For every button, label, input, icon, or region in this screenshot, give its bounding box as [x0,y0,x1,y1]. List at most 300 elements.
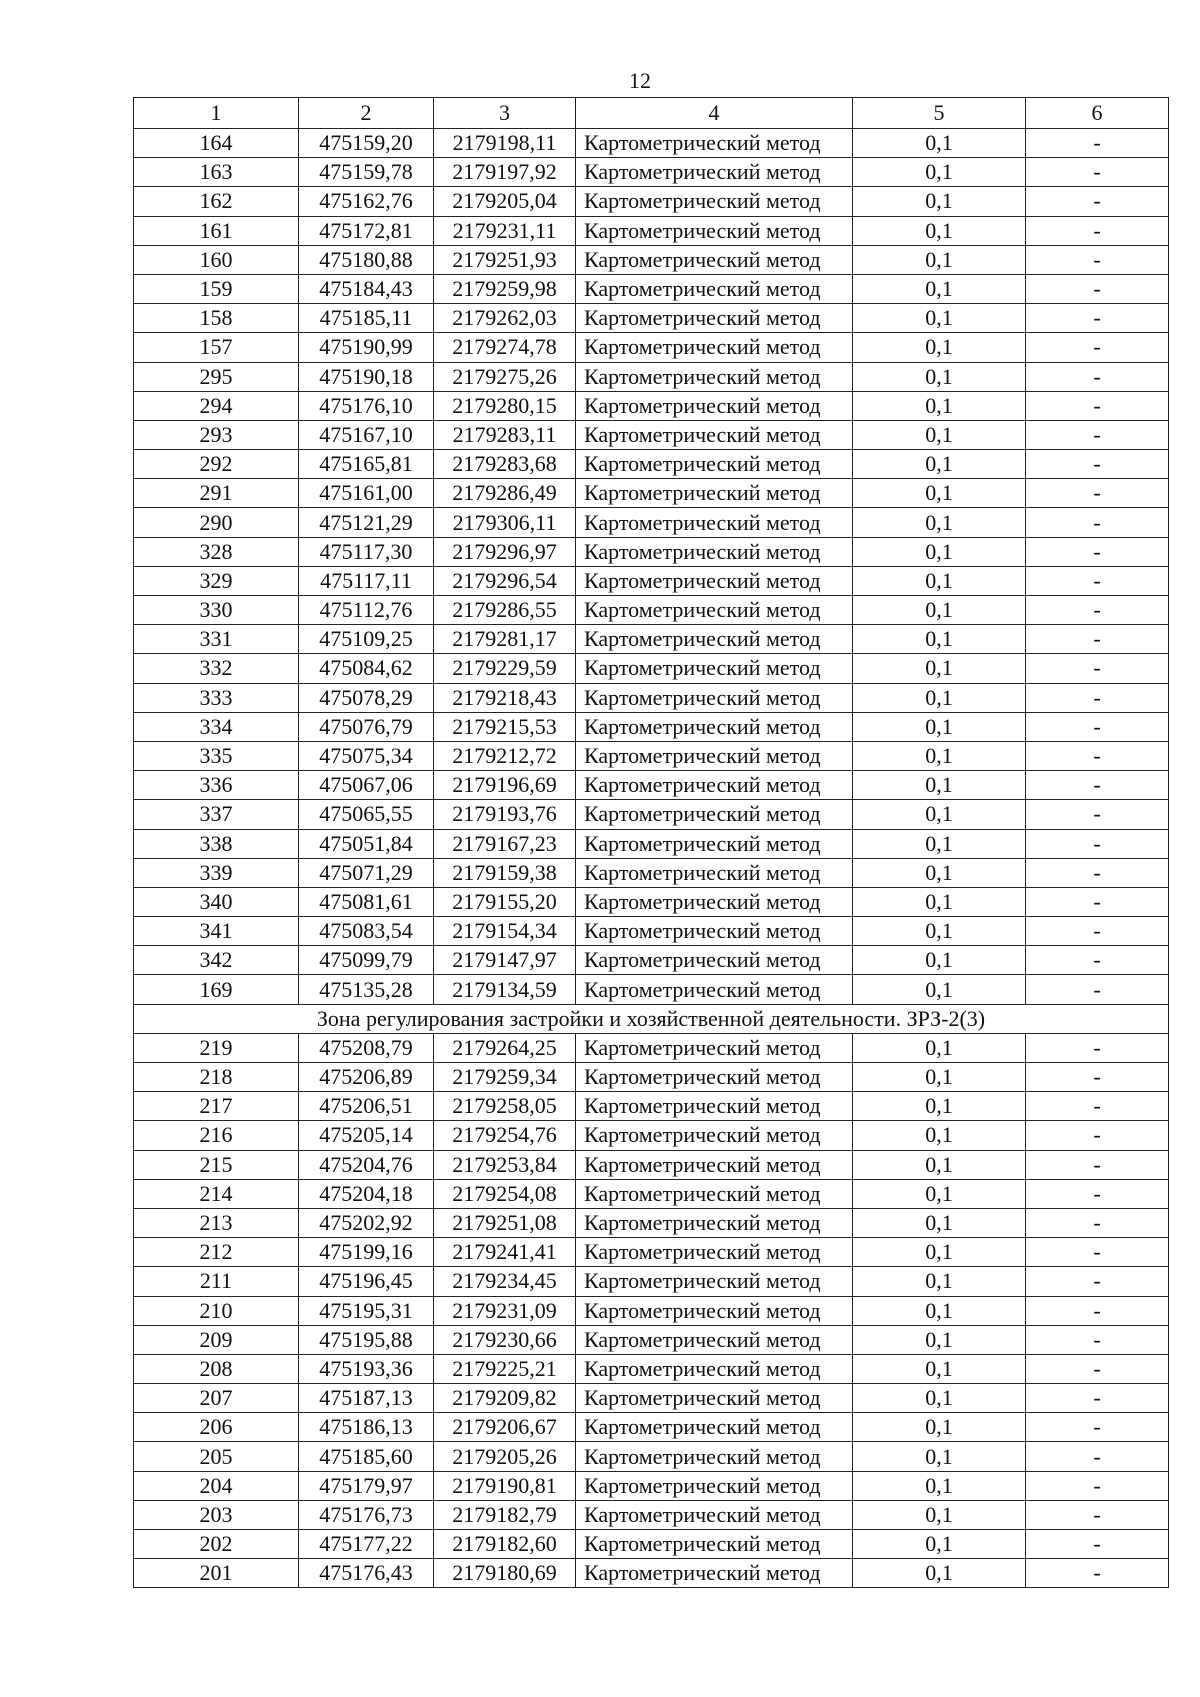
note-cell: - [1026,508,1169,537]
y-coordinate-cell: 2179193,76 [434,800,576,829]
point-number-cell: 164 [134,129,299,158]
x-coordinate-cell: 475204,76 [299,1150,434,1179]
table-row [134,1413,1169,1442]
accuracy-cell: 0,1 [853,187,1026,216]
point-number-cell: 291 [134,479,299,508]
note-cell: - [1026,1033,1169,1062]
x-coordinate-cell: 475112,76 [299,596,434,625]
method-cell: Картометрический метод [576,479,853,508]
column-header-cell: 3 [434,98,576,129]
x-coordinate-cell: 475051,84 [299,829,434,858]
accuracy-cell: 0,1 [853,1033,1026,1062]
y-coordinate-cell: 2179264,25 [434,1033,576,1062]
table-row [134,1500,1169,1529]
table-row [134,566,1169,595]
note-cell: - [1026,1121,1169,1150]
note-cell: - [1026,1530,1169,1559]
x-coordinate-cell: 475190,18 [299,362,434,391]
note-cell: - [1026,391,1169,420]
note-cell: - [1026,800,1169,829]
table-row [134,1325,1169,1354]
point-number-cell: 210 [134,1296,299,1325]
x-coordinate-cell: 475159,78 [299,158,434,187]
x-coordinate-cell: 475167,10 [299,420,434,449]
note-cell: - [1026,1325,1169,1354]
note-cell: - [1026,1092,1169,1121]
x-coordinate-cell: 475195,88 [299,1325,434,1354]
x-coordinate-cell: 475159,20 [299,129,434,158]
accuracy-cell: 0,1 [853,1150,1026,1179]
y-coordinate-cell: 2179259,34 [434,1063,576,1092]
x-coordinate-cell: 475204,18 [299,1179,434,1208]
note-cell: - [1026,683,1169,712]
accuracy-cell: 0,1 [853,1471,1026,1500]
x-coordinate-cell: 475135,28 [299,975,434,1004]
y-coordinate-cell: 2179134,59 [434,975,576,1004]
y-coordinate-cell: 2179230,66 [434,1325,576,1354]
point-number-cell: 338 [134,829,299,858]
accuracy-cell: 0,1 [853,216,1026,245]
point-number-cell: 217 [134,1092,299,1121]
method-cell: Картометрический метод [576,1208,853,1237]
y-coordinate-cell: 2179283,68 [434,450,576,479]
accuracy-cell: 0,1 [853,1384,1026,1413]
table-row [134,537,1169,566]
x-coordinate-cell: 475176,73 [299,1500,434,1529]
method-cell: Картометрический метод [576,741,853,770]
x-coordinate-cell: 475121,29 [299,508,434,537]
point-number-cell: 295 [134,362,299,391]
x-coordinate-cell: 475176,10 [299,391,434,420]
table-row [134,187,1169,216]
method-cell: Картометрический метод [576,654,853,683]
point-number-cell: 159 [134,274,299,303]
point-number-cell: 336 [134,771,299,800]
y-coordinate-cell: 2179206,67 [434,1413,576,1442]
y-coordinate-cell: 2179190,81 [434,1471,576,1500]
accuracy-cell: 0,1 [853,362,1026,391]
table-row [134,245,1169,274]
point-number-cell: 333 [134,683,299,712]
y-coordinate-cell: 2179253,84 [434,1150,576,1179]
table-row [134,1442,1169,1471]
note-cell: - [1026,450,1169,479]
y-coordinate-cell: 2179274,78 [434,333,576,362]
note-cell: - [1026,1442,1169,1471]
accuracy-cell: 0,1 [853,1530,1026,1559]
table-row [134,479,1169,508]
note-cell: - [1026,1384,1169,1413]
note-cell: - [1026,771,1169,800]
method-cell: Картометрический метод [576,1121,853,1150]
note-cell: - [1026,129,1169,158]
method-cell: Картометрический метод [576,683,853,712]
point-number-cell: 335 [134,741,299,770]
method-cell: Картометрический метод [576,1150,853,1179]
accuracy-cell: 0,1 [853,712,1026,741]
point-number-cell: 330 [134,596,299,625]
x-coordinate-cell: 475195,31 [299,1296,434,1325]
x-coordinate-cell: 475117,30 [299,537,434,566]
point-number-cell: 216 [134,1121,299,1150]
accuracy-cell: 0,1 [853,129,1026,158]
accuracy-cell: 0,1 [853,1413,1026,1442]
note-cell: - [1026,1150,1169,1179]
note-cell: - [1026,917,1169,946]
accuracy-cell: 0,1 [853,683,1026,712]
point-number-cell: 342 [134,946,299,975]
accuracy-cell: 0,1 [853,625,1026,654]
method-cell: Картометрический метод [576,333,853,362]
point-number-cell: 218 [134,1063,299,1092]
accuracy-cell: 0,1 [853,1442,1026,1471]
accuracy-cell: 0,1 [853,1325,1026,1354]
x-coordinate-cell: 475206,51 [299,1092,434,1121]
method-cell: Картометрический метод [576,1325,853,1354]
point-number-cell: 329 [134,566,299,595]
note-cell: - [1026,362,1169,391]
note-cell: - [1026,654,1169,683]
note-cell: - [1026,274,1169,303]
method-cell: Картометрический метод [576,274,853,303]
y-coordinate-cell: 2179251,93 [434,245,576,274]
method-cell: Картометрический метод [576,1471,853,1500]
method-cell: Картометрический метод [576,420,853,449]
table-row [134,274,1169,303]
accuracy-cell: 0,1 [853,771,1026,800]
x-coordinate-cell: 475180,88 [299,245,434,274]
y-coordinate-cell: 2179205,26 [434,1442,576,1471]
column-header-cell: 6 [1026,98,1169,129]
x-coordinate-cell: 475099,79 [299,946,434,975]
accuracy-cell: 0,1 [853,1208,1026,1237]
y-coordinate-cell: 2179225,21 [434,1354,576,1383]
x-coordinate-cell: 475109,25 [299,625,434,654]
accuracy-cell: 0,1 [853,1121,1026,1150]
x-coordinate-cell: 475179,97 [299,1471,434,1500]
accuracy-cell: 0,1 [853,829,1026,858]
table-row [134,1238,1169,1267]
note-cell: - [1026,596,1169,625]
method-cell: Картометрический метод [576,245,853,274]
note-cell: - [1026,304,1169,333]
y-coordinate-cell: 2179254,08 [434,1179,576,1208]
note-cell: - [1026,245,1169,274]
y-coordinate-cell: 2179286,49 [434,479,576,508]
accuracy-cell: 0,1 [853,566,1026,595]
y-coordinate-cell: 2179209,82 [434,1384,576,1413]
method-cell: Картометрический метод [576,975,853,1004]
y-coordinate-cell: 2179280,15 [434,391,576,420]
table-row [134,683,1169,712]
note-cell: - [1026,887,1169,916]
column-header-cell: 4 [576,98,853,129]
point-number-cell: 211 [134,1267,299,1296]
table-row [134,1471,1169,1500]
note-cell: - [1026,216,1169,245]
x-coordinate-cell: 475176,43 [299,1559,434,1588]
x-coordinate-cell: 475172,81 [299,216,434,245]
y-coordinate-cell: 2179182,79 [434,1500,576,1529]
y-coordinate-cell: 2179215,53 [434,712,576,741]
point-number-cell: 206 [134,1413,299,1442]
note-cell: - [1026,829,1169,858]
table-row [134,1063,1169,1092]
table-row [134,917,1169,946]
y-coordinate-cell: 2179155,20 [434,887,576,916]
method-cell: Картометрический метод [576,1179,853,1208]
point-number-cell: 202 [134,1530,299,1559]
note-cell: - [1026,712,1169,741]
note-cell: - [1026,537,1169,566]
y-coordinate-cell: 2179241,41 [434,1238,576,1267]
method-cell: Картометрический метод [576,158,853,187]
x-coordinate-cell: 475196,45 [299,1267,434,1296]
accuracy-cell: 0,1 [853,800,1026,829]
point-number-cell: 294 [134,391,299,420]
coordinates-table [133,97,1169,1588]
y-coordinate-cell: 2179182,60 [434,1530,576,1559]
y-coordinate-cell: 2179283,11 [434,420,576,449]
point-number-cell: 215 [134,1150,299,1179]
point-number-cell: 214 [134,1179,299,1208]
y-coordinate-cell: 2179231,11 [434,216,576,245]
method-cell: Картометрический метод [576,1033,853,1062]
x-coordinate-cell: 475184,43 [299,274,434,303]
y-coordinate-cell: 2179212,72 [434,741,576,770]
x-coordinate-cell: 475187,13 [299,1384,434,1413]
x-coordinate-cell: 475083,54 [299,917,434,946]
accuracy-cell: 0,1 [853,304,1026,333]
point-number-cell: 158 [134,304,299,333]
note-cell: - [1026,946,1169,975]
note-cell: - [1026,479,1169,508]
point-number-cell: 328 [134,537,299,566]
table-row [134,1150,1169,1179]
table-row [134,1559,1169,1588]
accuracy-cell: 0,1 [853,537,1026,566]
x-coordinate-cell: 475084,62 [299,654,434,683]
method-cell: Картометрический метод [576,917,853,946]
point-number-cell: 337 [134,800,299,829]
method-cell: Картометрический метод [576,946,853,975]
table-row [134,129,1169,158]
table-row [134,420,1169,449]
table-row [134,829,1169,858]
note-cell: - [1026,1208,1169,1237]
method-cell: Картометрический метод [576,450,853,479]
method-cell: Картометрический метод [576,391,853,420]
method-cell: Картометрический метод [576,129,853,158]
point-number-cell: 204 [134,1471,299,1500]
table-row [134,975,1169,1004]
note-cell: - [1026,566,1169,595]
y-coordinate-cell: 2179296,54 [434,566,576,595]
y-coordinate-cell: 2179218,43 [434,683,576,712]
accuracy-cell: 0,1 [853,975,1026,1004]
y-coordinate-cell: 2179251,08 [434,1208,576,1237]
table-row [134,596,1169,625]
point-number-cell: 203 [134,1500,299,1529]
note-cell: - [1026,975,1169,1004]
y-coordinate-cell: 2179180,69 [434,1559,576,1588]
note-cell: - [1026,1238,1169,1267]
x-coordinate-cell: 475190,99 [299,333,434,362]
method-cell: Картометрический метод [576,537,853,566]
point-number-cell: 207 [134,1384,299,1413]
accuracy-cell: 0,1 [853,274,1026,303]
x-coordinate-cell: 475067,06 [299,771,434,800]
method-cell: Картометрический метод [576,1413,853,1442]
method-cell: Картометрический метод [576,1238,853,1267]
accuracy-cell: 0,1 [853,596,1026,625]
table-row [134,625,1169,654]
table-row [134,1033,1169,1062]
note-cell: - [1026,1413,1169,1442]
x-coordinate-cell: 475199,16 [299,1238,434,1267]
accuracy-cell: 0,1 [853,1179,1026,1208]
x-coordinate-cell: 475075,34 [299,741,434,770]
column-header-cell: 2 [299,98,434,129]
point-number-cell: 290 [134,508,299,537]
accuracy-cell: 0,1 [853,391,1026,420]
accuracy-cell: 0,1 [853,1238,1026,1267]
x-coordinate-cell: 475076,79 [299,712,434,741]
point-number-cell: 334 [134,712,299,741]
column-header-cell: 5 [853,98,1026,129]
point-number-cell: 157 [134,333,299,362]
table-row [134,1208,1169,1237]
y-coordinate-cell: 2179229,59 [434,654,576,683]
x-coordinate-cell: 475202,92 [299,1208,434,1237]
point-number-cell: 293 [134,420,299,449]
note-cell: - [1026,1500,1169,1529]
method-cell: Картометрический метод [576,800,853,829]
y-coordinate-cell: 2179275,26 [434,362,576,391]
method-cell: Картометрический метод [576,712,853,741]
method-cell: Картометрический метод [576,1092,853,1121]
y-coordinate-cell: 2179198,11 [434,129,576,158]
x-coordinate-cell: 475185,11 [299,304,434,333]
method-cell: Картометрический метод [576,508,853,537]
accuracy-cell: 0,1 [853,858,1026,887]
section-title: Зона регулирования застройки и хозяйственной деятельности. ЗРЗ-2(3) [134,1004,1169,1033]
table-row [134,1092,1169,1121]
method-cell: Картометрический метод [576,771,853,800]
method-cell: Картометрический метод [576,858,853,887]
point-number-cell: 205 [134,1442,299,1471]
method-cell: Картометрический метод [576,1296,853,1325]
table-row [134,1530,1169,1559]
point-number-cell: 212 [134,1238,299,1267]
accuracy-cell: 0,1 [853,654,1026,683]
x-coordinate-cell: 475165,81 [299,450,434,479]
accuracy-cell: 0,1 [853,1267,1026,1296]
y-coordinate-cell: 2179259,98 [434,274,576,303]
y-coordinate-cell: 2179205,04 [434,187,576,216]
method-cell: Картометрический метод [576,829,853,858]
y-coordinate-cell: 2179281,17 [434,625,576,654]
x-coordinate-cell: 475206,89 [299,1063,434,1092]
accuracy-cell: 0,1 [853,887,1026,916]
table-row [134,654,1169,683]
point-number-cell: 340 [134,887,299,916]
accuracy-cell: 0,1 [853,1296,1026,1325]
table-row [134,771,1169,800]
table-header-row [134,98,1169,129]
table-row [134,1121,1169,1150]
table-row [134,1267,1169,1296]
x-coordinate-cell: 475185,60 [299,1442,434,1471]
x-coordinate-cell: 475162,76 [299,187,434,216]
note-cell: - [1026,1471,1169,1500]
y-coordinate-cell: 2179262,03 [434,304,576,333]
point-number-cell: 160 [134,245,299,274]
point-number-cell: 292 [134,450,299,479]
table-row [134,333,1169,362]
table-row [134,858,1169,887]
note-cell: - [1026,741,1169,770]
accuracy-cell: 0,1 [853,450,1026,479]
x-coordinate-cell: 475161,00 [299,479,434,508]
method-cell: Картометрический метод [576,187,853,216]
point-number-cell: 163 [134,158,299,187]
accuracy-cell: 0,1 [853,508,1026,537]
note-cell: - [1026,858,1169,887]
y-coordinate-cell: 2179147,97 [434,946,576,975]
method-cell: Картометрический метод [576,362,853,391]
method-cell: Картометрический метод [576,887,853,916]
accuracy-cell: 0,1 [853,917,1026,946]
x-coordinate-cell: 475117,11 [299,566,434,595]
accuracy-cell: 0,1 [853,741,1026,770]
section-row [134,1004,1169,1033]
note-cell: - [1026,187,1169,216]
page-number: 12 [629,68,651,93]
accuracy-cell: 0,1 [853,946,1026,975]
y-coordinate-cell: 2179196,69 [434,771,576,800]
method-cell: Картометрический метод [576,304,853,333]
point-number-cell: 161 [134,216,299,245]
column-header-cell: 1 [134,98,299,129]
method-cell: Картометрический метод [576,566,853,595]
point-number-cell: 208 [134,1354,299,1383]
x-coordinate-cell: 475205,14 [299,1121,434,1150]
note-cell: - [1026,1354,1169,1383]
point-number-cell: 213 [134,1208,299,1237]
method-cell: Картометрический метод [576,1063,853,1092]
note-cell: - [1026,420,1169,449]
note-cell: - [1026,625,1169,654]
accuracy-cell: 0,1 [853,158,1026,187]
table-row [134,508,1169,537]
point-number-cell: 219 [134,1033,299,1062]
method-cell: Картометрический метод [576,1500,853,1529]
method-cell: Картометрический метод [576,216,853,245]
method-cell: Картометрический метод [576,1354,853,1383]
table-row [134,712,1169,741]
accuracy-cell: 0,1 [853,1559,1026,1588]
point-number-cell: 169 [134,975,299,1004]
point-number-cell: 339 [134,858,299,887]
method-cell: Картометрический метод [576,596,853,625]
method-cell: Картометрический метод [576,1267,853,1296]
table-row [134,391,1169,420]
method-cell: Картометрический метод [576,1442,853,1471]
x-coordinate-cell: 475208,79 [299,1033,434,1062]
table-row [134,1354,1169,1383]
table-row [134,800,1169,829]
